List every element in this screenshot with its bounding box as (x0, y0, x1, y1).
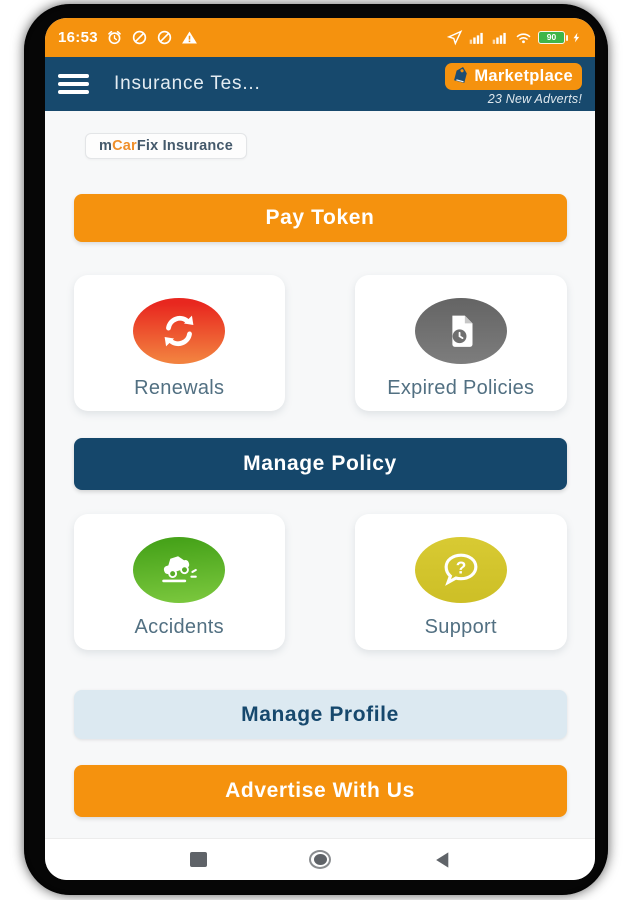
phone-screen (45, 18, 595, 880)
new-adverts-note: 23 New Adverts! (487, 91, 582, 106)
renewals-card[interactable] (74, 275, 286, 411)
main-content (45, 111, 595, 838)
card-label: Renewals (134, 377, 225, 399)
mute-icon (131, 29, 148, 46)
marketplace-label: Marketplace (474, 66, 573, 85)
question-glyph: ? (455, 557, 467, 578)
back-button[interactable] (422, 846, 462, 874)
menu-icon[interactable] (58, 69, 96, 99)
cards-row-1 (74, 275, 567, 411)
cell-signal-icon (492, 29, 509, 46)
back-triangle-icon (434, 851, 450, 869)
expired-document-icon (415, 298, 507, 364)
home-circle-icon (309, 850, 331, 869)
charging-icon (571, 29, 582, 46)
tag-icon (450, 66, 471, 87)
location-icon (446, 29, 463, 46)
android-navigation-bar (45, 838, 595, 880)
status-bar-left (58, 29, 198, 46)
car-crash-icon (133, 537, 225, 603)
pay-token-button[interactable]: Pay Token (74, 194, 567, 242)
warning-icon (181, 29, 198, 46)
alarm-icon (106, 29, 123, 46)
page-title: Insurance Tes... (114, 73, 261, 94)
status-bar (45, 18, 595, 57)
expired-policies-card[interactable] (355, 275, 567, 411)
marketplace-button[interactable] (445, 63, 582, 90)
phone-frame (24, 4, 608, 895)
home-button[interactable] (300, 846, 340, 874)
battery-nub (566, 35, 569, 41)
manage-policy-button[interactable]: Manage Policy (74, 438, 567, 490)
app-navbar (45, 57, 595, 111)
brand-chip-prefix: m (99, 138, 113, 154)
advertise-with-us-button[interactable]: Advertise With Us (74, 765, 567, 817)
refresh-icon (133, 298, 225, 364)
battery-icon (538, 31, 565, 44)
wifi-icon (515, 29, 532, 46)
brand-chip-highlight: Car (112, 138, 137, 154)
recents-button[interactable] (178, 846, 218, 874)
accidents-card[interactable] (74, 514, 286, 650)
manage-profile-button[interactable]: Manage Profile (74, 690, 567, 739)
brand-chip-suffix: Fix Insurance (136, 138, 233, 154)
battery-percent: 90 (546, 32, 557, 43)
clock-time: 16:53 (58, 29, 98, 46)
card-label: Expired Policies (387, 377, 535, 399)
help-bubble-icon (415, 537, 507, 603)
support-card[interactable] (355, 514, 567, 650)
brand-chip (85, 133, 247, 159)
status-bar-right (446, 29, 582, 46)
navbar-right (445, 63, 582, 106)
card-label: Support (424, 616, 497, 638)
recents-square-icon (190, 852, 207, 867)
cards-row-2 (74, 514, 567, 650)
cell-signal-icon (469, 29, 486, 46)
card-label: Accidents (134, 616, 224, 638)
mute-icon (156, 29, 173, 46)
